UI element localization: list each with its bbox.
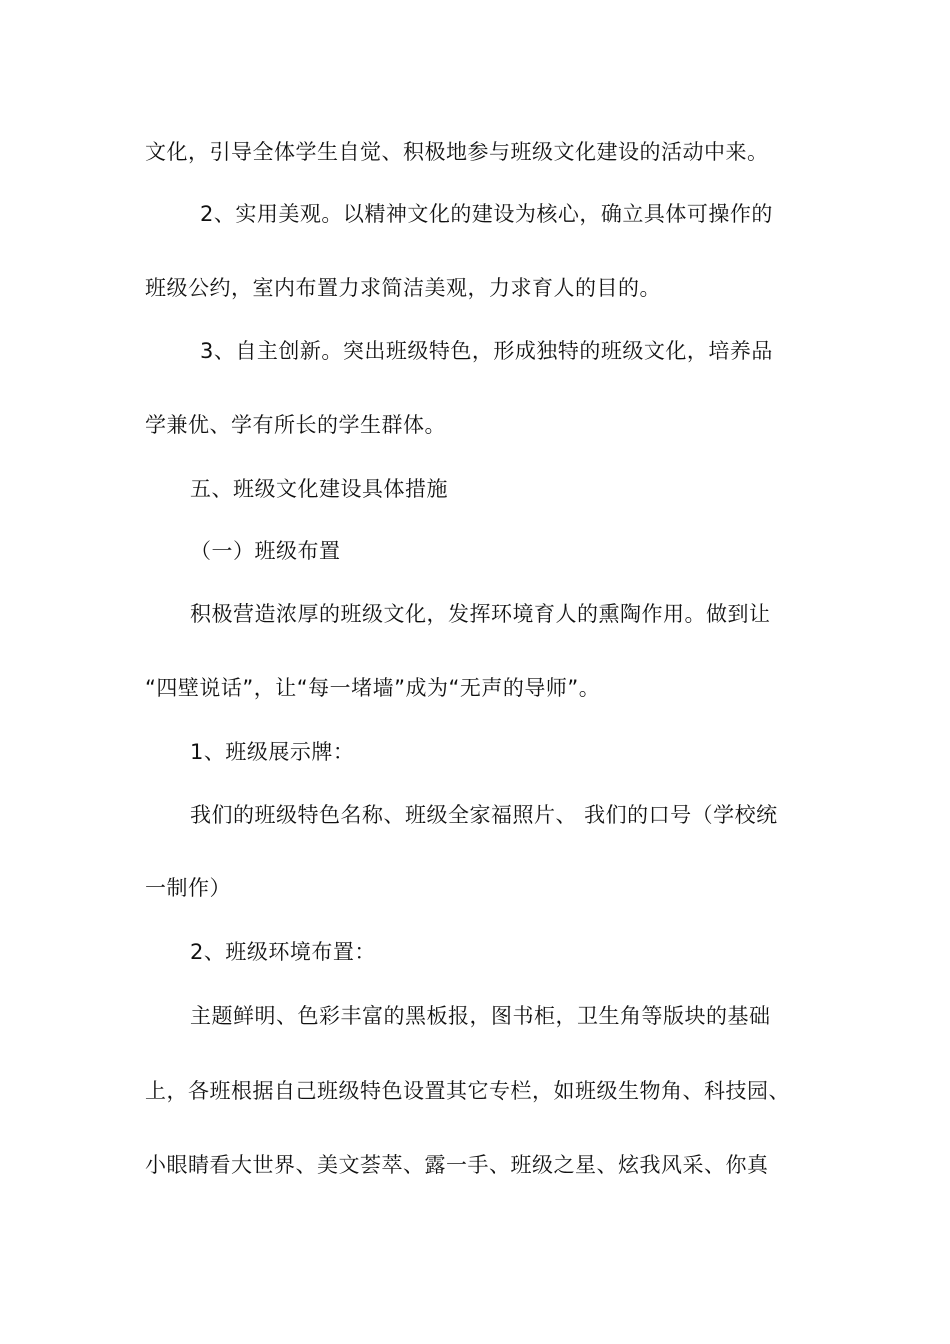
- list-heading: 1、班级展示牌：: [190, 740, 355, 764]
- paragraph-line: 文化，引导全体学生自觉、积极地参与班级文化建设的活动中来。: [145, 140, 769, 164]
- paragraph-line: 积极营造浓厚的班级文化，发挥环境育人的熏陶作用。做到让: [190, 602, 771, 626]
- paragraph-line: 一制作）: [145, 876, 231, 900]
- paragraph-line: 3、自主创新。突出班级特色，形成独特的班级文化，培养品: [200, 339, 773, 363]
- subsection-heading: （一）班级布置: [190, 539, 341, 563]
- paragraph-line: 上，各班根据自己班级特色设置其它专栏，如班级生物角、科技园、: [145, 1079, 790, 1103]
- list-heading: 2、班级环境布置：: [190, 940, 376, 964]
- paragraph-line: 主题鲜明、色彩丰富的黑板报，图书柜，卫生角等版块的基础: [190, 1004, 771, 1028]
- paragraph-line: 学兼优、学有所长的学生群体。: [145, 413, 446, 437]
- paragraph-line: 2、实用美观。以精神文化的建设为核心，确立具体可操作的: [200, 202, 773, 226]
- paragraph-line: 我们的班级特色名称、班级全家福照片、 我们的口号（学校统: [190, 803, 778, 827]
- paragraph-line: 小眼睛看大世界、美文荟萃、露一手、班级之星、炫我风采、你真: [145, 1153, 769, 1177]
- paragraph-line: “四壁说话”，让“每一堵墙”成为“无声的导师”。: [145, 676, 601, 700]
- paragraph-line: 班级公约，室内布置力求简洁美观，力求育人的目的。: [145, 276, 661, 300]
- section-heading: 五、班级文化建设具体措施: [190, 477, 448, 501]
